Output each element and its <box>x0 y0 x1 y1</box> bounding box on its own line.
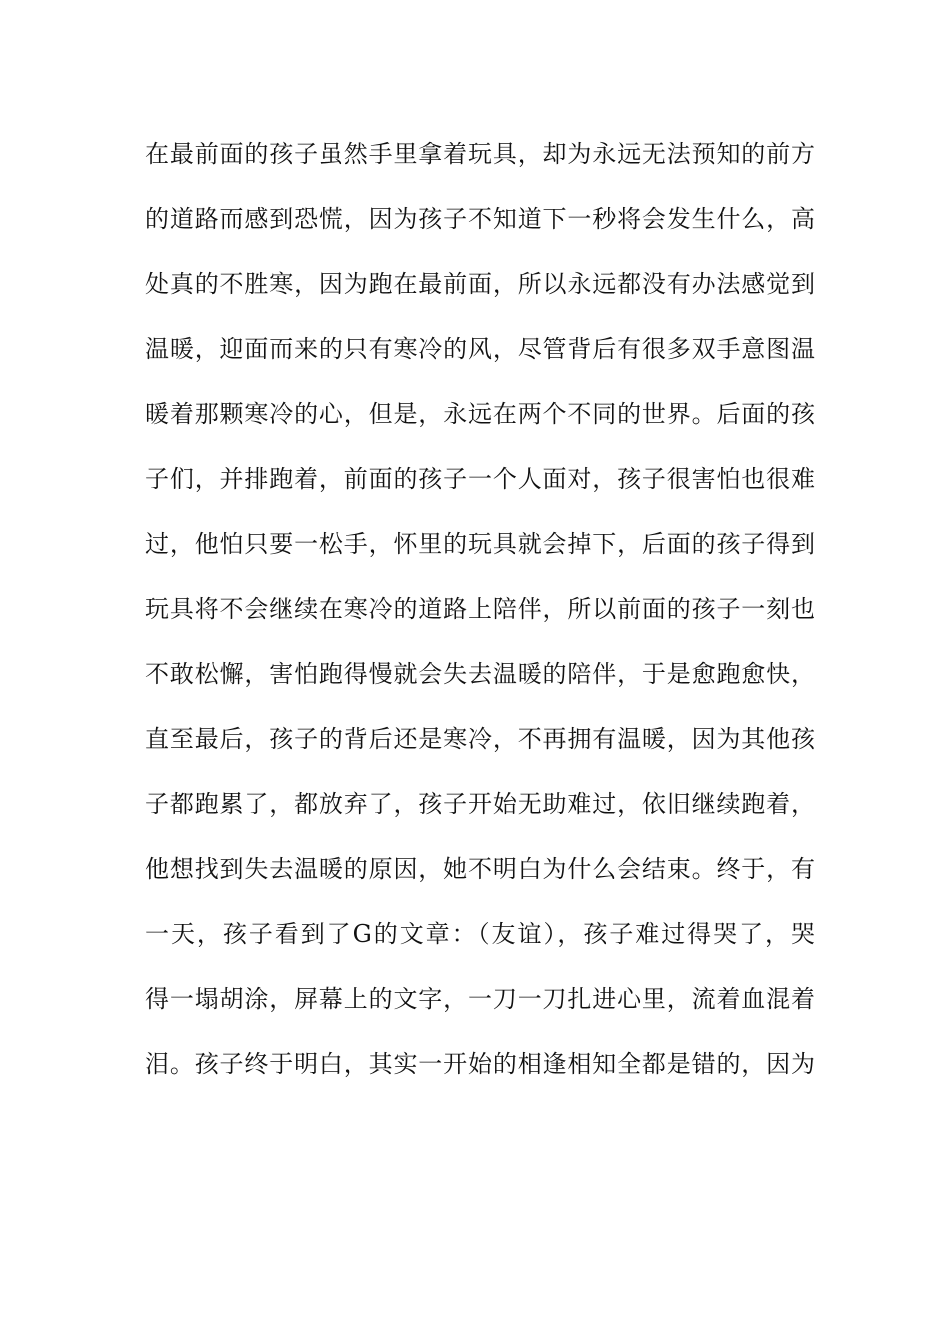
text-line: 子都跑累了，都放弃了，孩子开始无助难过，依旧继续跑着， <box>145 790 815 818</box>
text-line: 在最前面的孩子虽然手里拿着玩具，却为永远无法预知的前方 <box>145 140 815 168</box>
text-line: 他想找到失去温暖的原因，她不明白为什么会结束。终于，有 <box>145 855 815 883</box>
text-line: 处真的不胜寒，因为跑在最前面，所以永远都没有办法感觉到 <box>145 270 815 298</box>
text-line: 温暖，迎面而来的只有寒冷的风，尽管背后有很多双手意图温 <box>145 335 815 363</box>
text-line: 不敢松懈，害怕跑得慢就会失去温暖的陪伴，于是愈跑愈快， <box>145 660 815 688</box>
body-paragraph <box>145 128 815 1103</box>
text-line: 的道路而感到恐慌，因为孩子不知道下一秒将会发生什么，高 <box>145 205 815 233</box>
text-line: 一天，孩子看到了G的文章：（友谊），孩子难过得哭了，哭 <box>145 920 815 948</box>
text-line: 过，他怕只要一松手，怀里的玩具就会掉下，后面的孩子得到 <box>145 530 815 558</box>
text-line: 得一塌胡涂，屏幕上的文字，一刀一刀扎进心里，流着血混着 <box>145 985 815 1013</box>
text-line: 玩具将不会继续在寒冷的道路上陪伴，所以前面的孩子一刻也 <box>145 595 815 623</box>
text-line: 暖着那颗寒冷的心，但是，永远在两个不同的世界。后面的孩 <box>145 400 815 428</box>
text-line: 子们，并排跑着，前面的孩子一个人面对，孩子很害怕也很难 <box>145 465 815 493</box>
text-line: 直至最后，孩子的背后还是寒冷，不再拥有温暖，因为其他孩 <box>145 725 815 753</box>
text-line: 泪。孩子终于明白，其实一开始的相逢相知全都是错的，因为 <box>145 1050 815 1078</box>
